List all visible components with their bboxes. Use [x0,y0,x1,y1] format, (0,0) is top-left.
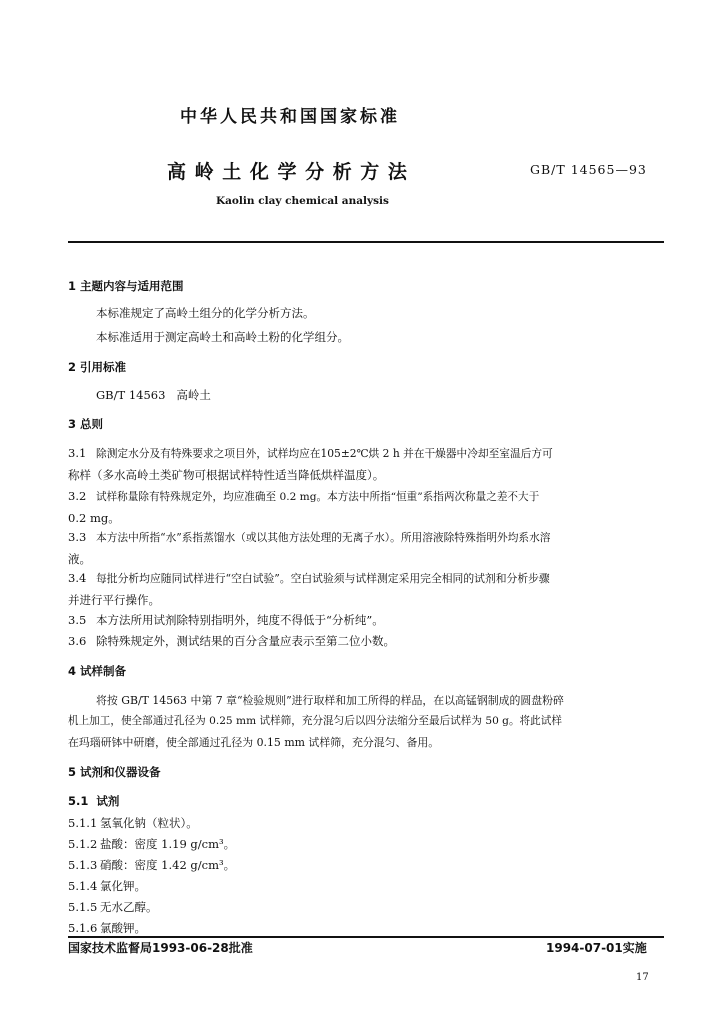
clause-3-1-cont: 称样（多水高岭土类矿物可根据试样特性适当降低烘样温度）。 [68,468,385,482]
section-1-heading: 1 主题内容与适用范围 [68,279,184,293]
header-divider [68,241,664,243]
effective-date: 1994-07-01实施 [546,941,647,955]
clause-3-2 [68,489,664,504]
item-number: 5.1.5 [68,900,98,914]
clause-3-4 [68,571,664,586]
document-title: 高 岭 土 化 学 分 析 方 法 [167,161,408,183]
clause-text: 本方法所用试剂除特别指明外，纯度不得低于“分析纯”。 [96,613,384,627]
section-3-heading: 3 总则 [68,417,104,431]
item-text: 氯酸钾。 [100,921,146,935]
item-text: 硝酸：密度 1.42 g/cm³。 [100,858,236,872]
item-number: 5.1.4 [68,879,98,893]
referenced-standard: GB/T 14563 高岭土 [96,388,211,402]
section-1-paragraph-1: 本标准规定了高岭土组分的化学分析方法。 [96,306,315,320]
clause-number: 3.1 [68,446,87,460]
reagent-item [68,920,146,936]
section-4-line-2: 机上加工，使全部通过孔径为 0.25 mm 试样筛，充分混匀后以四分法缩分至最后试样为 50 g。将此试样 [68,715,562,727]
section-2-heading: 2 引用标准 [68,360,127,374]
item-text: 氢氧化钠（粒状）。 [100,816,198,830]
item-number: 5.1.2 [68,837,98,851]
section-4-heading: 4 试样制备 [68,664,127,678]
clause-number: 3.6 [68,634,87,648]
clause-3-2-cont: 0.2 mg。 [68,511,120,525]
item-text: 无水乙醇。 [100,900,158,914]
clause-number: 3.5 [68,613,87,627]
clause-3-4-cont: 并进行平行操作。 [68,593,160,607]
clause-text: 每批分析均应随同试样进行“空白试验”。空白试验须与试样测定采用完全相同的试剂和分析步骤 [96,572,550,585]
clause-text: 除特殊规定外，测试结果的百分含量应表示至第二位小数。 [96,634,395,648]
section-1-paragraph-2: 本标准适用于测定高岭土和高岭土粉的化学组分。 [96,330,349,344]
reagent-item [68,815,198,831]
subsection-5-1-heading: 5.1 试剂 [68,794,120,808]
item-number: 5.1.3 [68,858,98,872]
reagent-item [68,878,146,894]
clause-3-6 [68,633,395,649]
clause-number: 3.4 [68,571,87,585]
standard-code: GB/T 14565—93 [530,162,647,177]
footer-divider [68,936,664,938]
approval-line: 国家技术监督局1993-06-28批准 [68,941,253,955]
clause-3-3 [68,530,664,545]
clause-3-1 [68,446,664,461]
page-number: 17 [636,972,649,983]
national-standard-heading: 中华人民共和国国家标准 [180,107,400,127]
reagent-item [68,857,235,873]
section-4-line-3: 在玛瑙研钵中研磨，使全部通过孔径为 0.15 mm 试样筛，充分混匀、备用。 [68,736,440,749]
clause-text: 试样称量除有特殊规定外，均应准确至 0.2 mg。本方法中所指“恒重”系指两次称量之差不大于 [96,491,540,503]
section-4-line-1: 将按 GB/T 14563 中第 7 章“检验规则”进行取样和加工所得的样品，在以高锰钢制成的圆盘粉碎 [96,694,564,707]
item-number: 5.1.6 [68,921,98,935]
clause-text: 本方法中所指“水”系指蒸馏水（或以其他方法处理的无离子水）。所用溶液除特殊指明外均系水溶 [96,531,551,544]
item-text: 盐酸：密度 1.19 g/cm³。 [100,837,236,851]
clause-text: 除测定水分及有特殊要求之项目外，试样均应在105±2℃烘 2 h 并在干燥器中冷却至室温后方可 [96,447,553,460]
clause-3-3-cont: 液。 [68,552,91,566]
item-text: 氯化钾。 [100,879,146,893]
section-5-heading: 5 试剂和仪器设备 [68,765,161,779]
english-title: Kaolin clay chemical analysis [216,195,389,207]
item-number: 5.1.1 [68,816,98,830]
clause-number: 3.2 [68,489,87,503]
reagent-item [68,899,158,915]
reagent-item [68,836,235,852]
clause-number: 3.3 [68,530,87,544]
clause-3-5 [68,612,384,628]
